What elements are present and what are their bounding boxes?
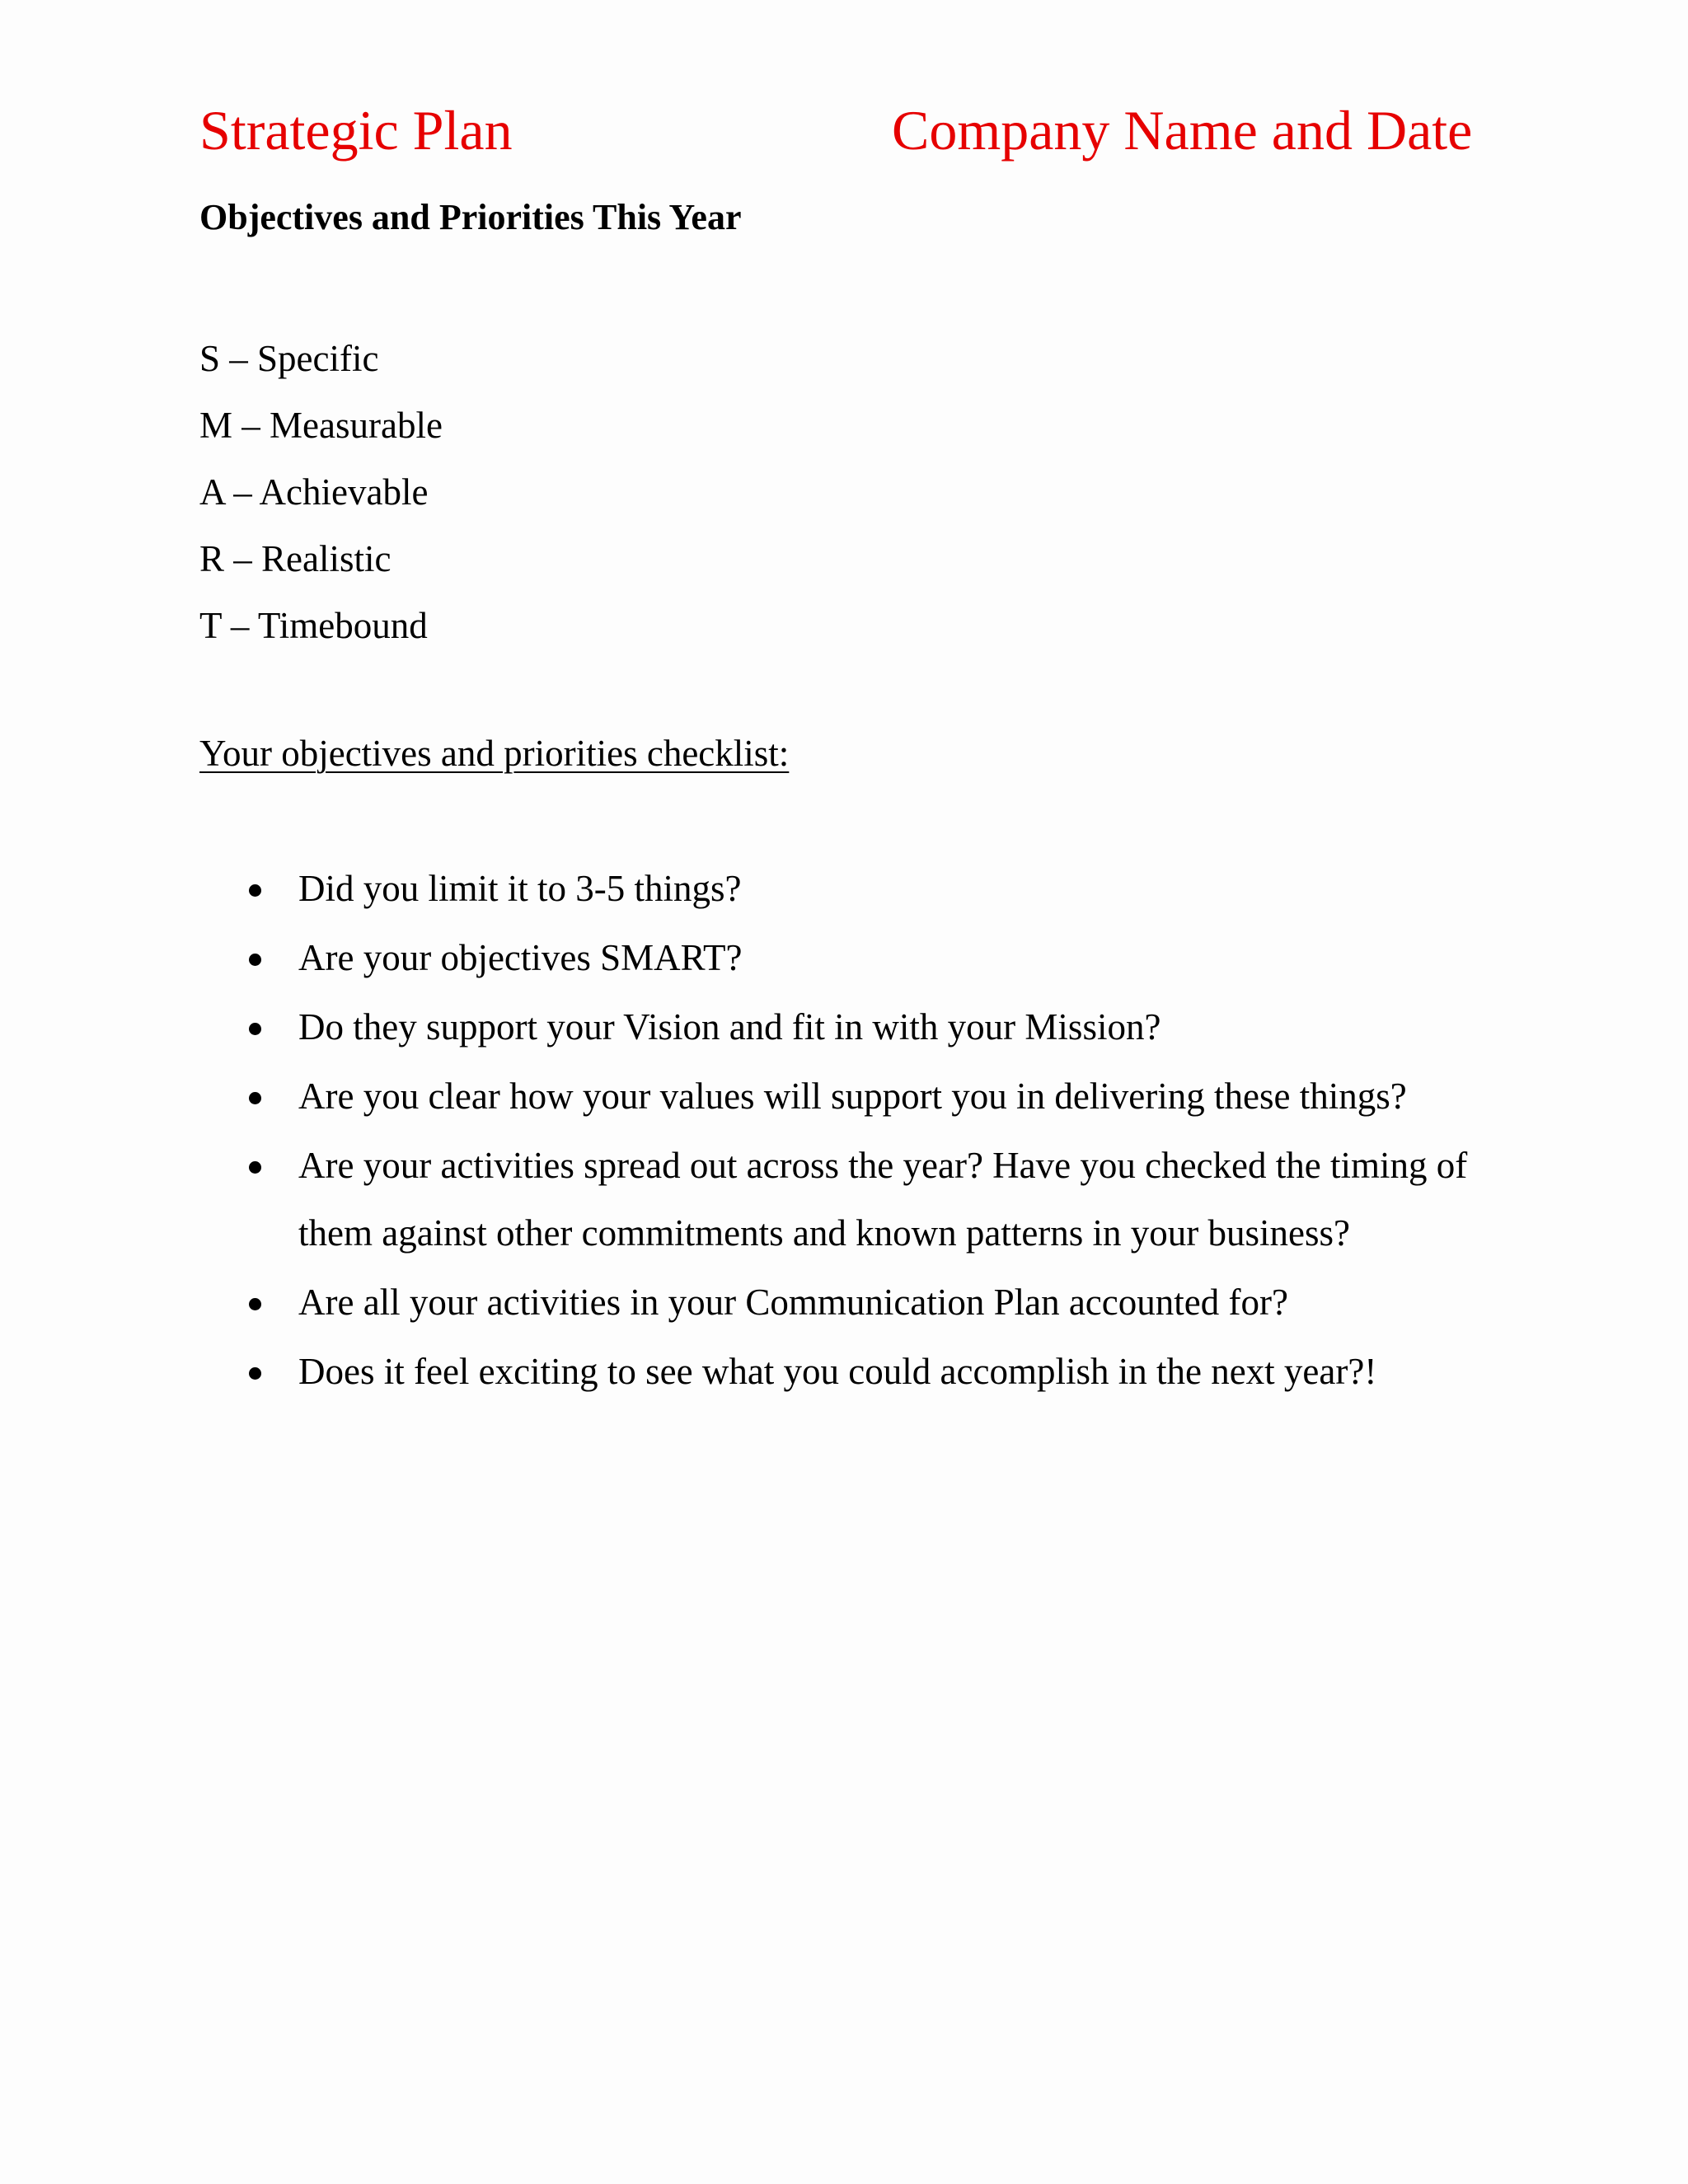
checklist-item-text: Are your objectives SMART? xyxy=(298,937,743,978)
checklist-item-text: Does it feel exciting to see what you could accomplish in the next year?! xyxy=(298,1351,1377,1392)
bullet-icon xyxy=(249,1092,261,1104)
company-name-date: Company Name and Date xyxy=(892,99,1473,162)
checklist-item-text: Do they support your Vision and fit in with your Mission? xyxy=(298,1006,1161,1047)
checklist-item xyxy=(199,924,1485,991)
bullet-icon xyxy=(249,1367,261,1380)
smart-item-timebound: T – Timebound xyxy=(199,605,428,646)
bullet-icon xyxy=(249,954,261,966)
checklist-item-text: Are all your activities in your Communication Plan accounted for? xyxy=(298,1282,1288,1323)
section-heading: Objectives and Priorities This Year xyxy=(199,197,742,237)
smart-item-realistic: R – Realistic xyxy=(199,538,392,579)
bullet-icon xyxy=(249,1161,261,1174)
checklist-item xyxy=(199,993,1485,1061)
smart-item-measurable: M – Measurable xyxy=(199,405,443,446)
checklist-item-text: Are you clear how your values will support you in delivering these things? xyxy=(298,1076,1407,1117)
bullet-icon xyxy=(249,1023,261,1035)
smart-item-achievable: A – Achievable xyxy=(199,471,429,513)
checklist-item xyxy=(199,1338,1485,1405)
page-title: Strategic Plan xyxy=(199,99,513,162)
smart-list xyxy=(199,326,443,659)
bullet-icon xyxy=(249,1298,261,1310)
checklist-item xyxy=(199,1062,1485,1130)
bullet-icon xyxy=(249,884,261,897)
checklist-item xyxy=(199,855,1485,922)
smart-item-specific: S – Specific xyxy=(199,338,379,379)
checklist-heading: Your objectives and priorities checklist: xyxy=(199,733,790,774)
checklist-item xyxy=(199,1132,1485,1267)
checklist-item-text: Are your activities spread out across the year? Have you checked the timing of them against other commitments and known patterns in your business? xyxy=(298,1145,1468,1254)
checklist xyxy=(199,855,1485,1407)
checklist-item xyxy=(199,1268,1485,1336)
checklist-item-text: Did you limit it to 3-5 things? xyxy=(298,868,742,909)
